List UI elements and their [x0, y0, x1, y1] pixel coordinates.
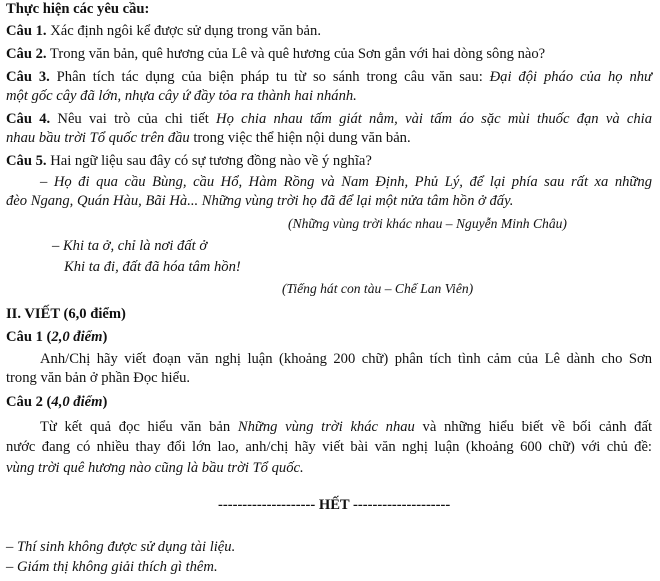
essay-1-points: 2,0 điểm: [51, 329, 103, 345]
essay-2-label: Câu 2 (: [6, 394, 52, 410]
essay-2-line-1: [40, 418, 652, 437]
essay-2-points: 4,0 điểm: [51, 394, 103, 410]
note-2: – Giám thị không giải thích gì thêm.: [6, 559, 218, 575]
essay-1-heading: [6, 328, 652, 347]
poem-line-2: Khi ta đi, đất đã hóa tâm hồn!: [64, 259, 241, 275]
question-4-line-2: [6, 129, 652, 148]
question-3-quote-b: một gốc cây đã lớn, nhựa cây ứ đầy tỏa ra thành hai nhánh.: [6, 88, 357, 104]
essay-2-close: ): [102, 394, 108, 410]
question-3-line-1: [6, 68, 652, 87]
question-5-label: Câu 5.: [6, 153, 47, 169]
essay-2-text-b: và những hiểu biết về bối cảnh đất: [414, 419, 653, 435]
end-mark: -------------------- HẾT --------------------: [218, 497, 451, 513]
question-1-label: Câu 1.: [6, 23, 47, 39]
excerpt-1-source: (Những vùng trời khác nhau – Nguyễn Minh Châu): [288, 216, 567, 231]
question-1-text: Xác định ngôi kể được sử dụng trong văn bản.: [46, 23, 321, 39]
question-3-quote-a: Đại đội pháo của họ như: [489, 69, 653, 85]
question-4-line-1: [6, 110, 652, 129]
question-3-label: Câu 3.: [6, 69, 50, 85]
essay-2-topic: vùng trời quê hương nào cũng là bầu trời Tổ quốc.: [6, 460, 304, 476]
essay-2-work-title: Những vùng trời khác nhau: [237, 419, 415, 435]
instructions-heading: Thực hiện các yêu cầu:: [6, 1, 150, 17]
excerpt-1-line-2: đèo Ngang, Quán Hàu, Bãi Hà... Những vùng trời họ đã để lại một nửa tâm hồn ở đấy.: [6, 193, 514, 209]
question-4-text-b: trong việc thể hiện nội dung văn bản.: [189, 130, 411, 146]
question-5-text: Hai ngữ liệu sau đây có sự tương đồng nào về ý nghĩa?: [46, 153, 372, 169]
essay-1-close: ): [102, 329, 108, 345]
essay-2-heading: [6, 393, 652, 412]
question-2: [6, 45, 652, 64]
essay-1-line-1: Anh/Chị hãy viết đoạn văn nghị luận (khoảng 200 chữ) phân tích tình cảm của Lê dành cho Sơn: [40, 351, 652, 367]
question-5: [6, 152, 652, 171]
question-4-text-a: Nêu vai trò của chi tiết: [50, 111, 217, 127]
question-2-text: Trong văn bản, quê hương của Lê và quê hương của Sơn gắn với hai dòng sông nào?: [46, 46, 546, 62]
note-1: – Thí sinh không được sử dụng tài liệu.: [6, 539, 236, 555]
excerpt-1-line-1: – Họ đi qua cầu Bùng, cầu Hổ, Hàm Rồng và Nam Định, Phủ Lý, để lại phía sau rất xa những: [40, 174, 652, 190]
excerpt-2-source: (Tiếng hát con tàu – Chế Lan Viên): [282, 281, 474, 296]
question-4-quote-b: nhau bầu trời Tổ quốc trên đầu: [6, 130, 190, 146]
question-2-label: Câu 2.: [6, 46, 47, 62]
question-4-quote-a: Họ chia nhau tấm giát nằm, vài tấm áo sặc mùi thuốc đạn và chia: [216, 111, 652, 127]
essay-1-line-2: trong văn bản ở phần Đọc hiểu.: [6, 370, 191, 386]
essay-1-label: Câu 1 (: [6, 329, 52, 345]
question-1: [6, 22, 652, 41]
poem-line-1: – Khi ta ở, chỉ là nơi đất ở: [52, 238, 208, 254]
essay-2-line-2: nước đang có nhiều thay đổi lớn lao, anh/chị hãy viết bài văn nghị luận (khoảng 600 chữ) với chủ đề:: [6, 439, 652, 455]
question-4-label: Câu 4.: [6, 111, 51, 127]
section-2-title: II. VIẾT (6,0 điểm): [6, 306, 126, 322]
essay-2-text-a: Từ kết quả đọc hiểu văn bản: [40, 419, 238, 435]
question-3-text: Phân tích tác dụng của biện pháp tu từ so sánh trong câu văn sau:: [49, 69, 490, 85]
